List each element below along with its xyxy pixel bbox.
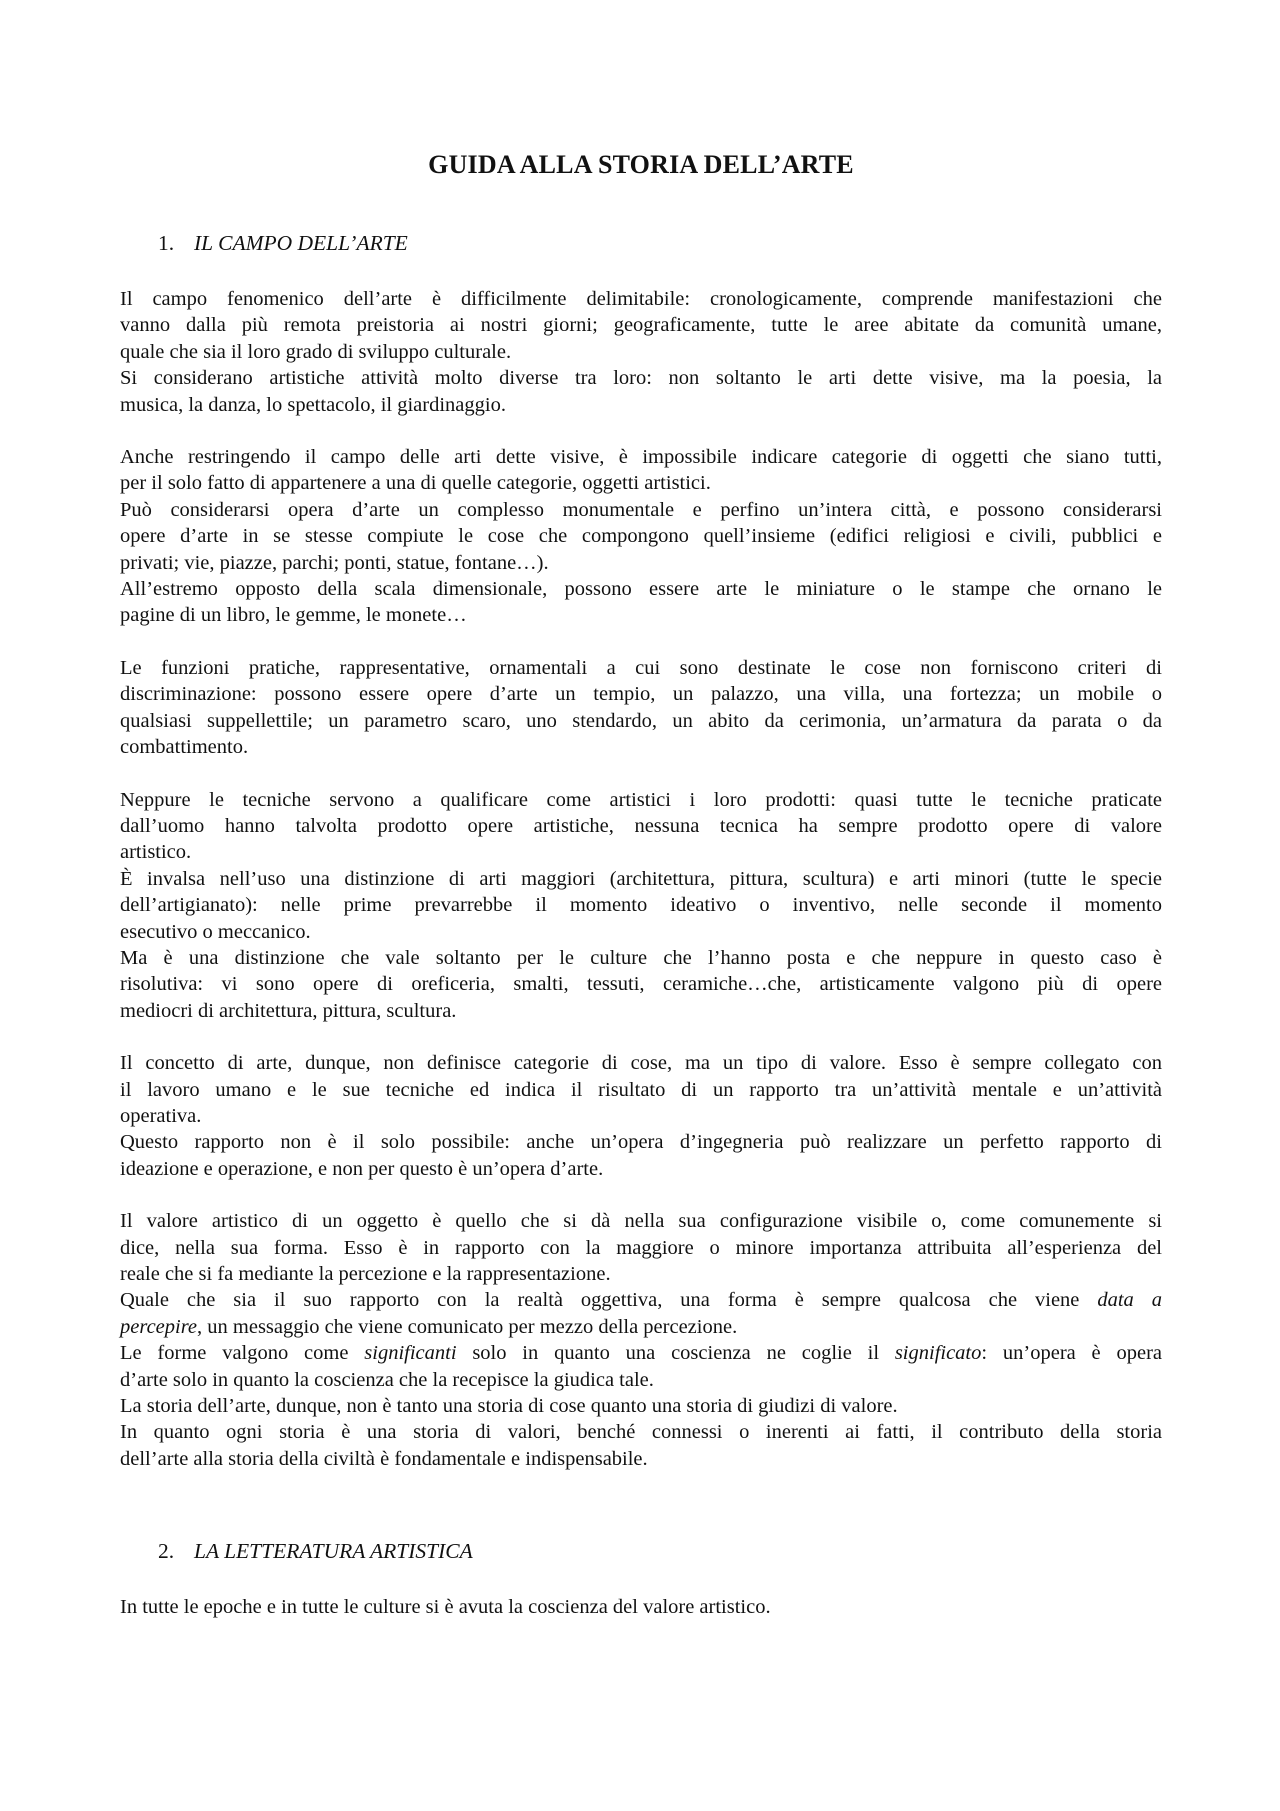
- text-line: percepire, un messaggio che viene comunicato per mezzo della percezione.: [120, 1315, 738, 1338]
- text-line: Le forme valgono come significanti solo in quanto una coscienza ne coglie il significato: un’opera è opera: [120, 1342, 1162, 1365]
- text-line: pagine di un libro, le gemme, le monete…: [120, 604, 467, 627]
- text-line: Quale che sia il suo rapporto con la realtà oggettiva, una forma è sempre qualcosa che viene data a: [120, 1289, 1162, 1312]
- text-line: artistico.: [120, 841, 192, 864]
- text-line: privati; vie, piazze, parchi; ponti, statue, fontane…).: [120, 551, 549, 574]
- section-heading: [158, 1538, 1162, 1564]
- text-line: dall’uomo hanno talvolta prodotto opere artistiche, nessuna tecnica ha sempre prodotto opere di valore: [120, 814, 1162, 837]
- section-heading-text: LA LETTERATURA ARTISTICA: [194, 1539, 473, 1564]
- section-spacer: [120, 1498, 1162, 1538]
- text-line: dell’artigianato): nelle prime prevarrebbe il momento ideativo o inventivo, nelle seconde il momento: [120, 894, 1162, 917]
- paragraph: [120, 1594, 1162, 1620]
- text-line: ideazione e operazione, e non per questo è un’opera d’arte.: [120, 1157, 604, 1180]
- text-line: Anche restringendo il campo delle arti dette visive, è impossibile indicare categorie di oggetti che siano tutti,: [120, 446, 1162, 469]
- text-line: Il concetto di arte, dunque, non definisce categorie di cose, ma un tipo di valore. Esso è sempre collegato con: [120, 1052, 1162, 1075]
- paragraph: [120, 787, 1162, 1025]
- text-line: La storia dell’arte, dunque, non è tanto una storia di cose quanto una storia di giudizi di valore.: [120, 1395, 898, 1418]
- paragraph: [120, 655, 1162, 761]
- text-line: Ma è una distinzione che vale soltanto per le culture che l’hanno posta e che neppure in questo caso è: [120, 946, 1162, 969]
- document-page: [120, 150, 1162, 1647]
- paragraph: [120, 1208, 1162, 1472]
- text-line: reale che si fa mediante la percezione e la rappresentazione.: [120, 1263, 611, 1285]
- text-line: esecutivo o meccanico.: [120, 920, 311, 943]
- text-line: dell’arte alla storia della civiltà è fondamentale e indispensabile.: [120, 1447, 648, 1470]
- text-line: Le funzioni pratiche, rappresentative, ornamentali a cui sono destinate le cose non forniscono criteri di: [120, 656, 1162, 679]
- text-line: musica, la danza, lo spettacolo, il giardinaggio.: [120, 393, 506, 416]
- text-line: risolutiva: vi sono opere di oreficeria, smalti, tessuti, ceramiche…che, artisticamente valgono più di opere: [120, 973, 1162, 996]
- text-line: il lavoro umano e le sue tecniche ed indica il risultato di un rapporto tra un’attività mentale e un’attività: [120, 1078, 1162, 1101]
- text-line: dice, nella sua forma. Esso è in rapporto con la maggiore o minore importanza attribuita all’esperienza del: [120, 1236, 1162, 1259]
- text-line: opere d’arte in se stesse compiute le cose che compongono quell’insieme (edifici religiosi e civili, pubblici e: [120, 525, 1162, 548]
- text-line: Il valore artistico di un oggetto è quello che si dà nella sua configurazione visibile o, come comunemente si: [120, 1210, 1162, 1233]
- section-number: 1.: [158, 231, 175, 255]
- text-line: Questo rapporto non è il solo possibile: anche un’opera d’ingegneria può realizzare un perfetto rapporto di: [120, 1131, 1162, 1154]
- document-title: GUIDA ALLA STORIA DELL’ARTE: [428, 150, 854, 179]
- text-line: All’estremo opposto della scala dimensionale, possono essere arte le miniature o le stampe che ornano le: [120, 578, 1162, 601]
- section-heading-text: IL CAMPO DELL’ARTE: [194, 231, 408, 255]
- document-body: [120, 230, 1162, 1621]
- text-line: Si considerano artistiche attività molto diverse tra loro: non soltanto le arti dette visive, ma la poesia, la: [120, 367, 1162, 390]
- text-line: Può considerarsi opera d’arte un complesso monumentale e perfino un’intera città, e possono considerarsi: [120, 498, 1162, 521]
- section-number: 2.: [158, 1539, 175, 1564]
- text-line: Neppure le tecniche servono a qualificare come artistici i loro prodotti: quasi tutte le tecniche praticate: [120, 788, 1162, 811]
- paragraph: [120, 1050, 1162, 1182]
- text-line: discriminazione: possono essere opere d’arte un tempio, un palazzo, una villa, una fortezza; un mobile o: [120, 683, 1162, 706]
- text-line: In tutte le epoche e in tutte le culture si è avuta la coscienza del valore artistico.: [120, 1596, 771, 1619]
- text-line: mediocri di architettura, pittura, scultura.: [120, 999, 457, 1022]
- text-line: per il solo fatto di appartenere a una di quelle categorie, oggetti artistici.: [120, 472, 711, 495]
- text-line: È invalsa nell’uso una distinzione di arti maggiori (architettura, pittura, scultura) e arti minori (tutte le specie: [120, 867, 1162, 890]
- section-heading: [158, 230, 1162, 256]
- text-line: Il campo fenomenico dell’arte è difficilmente delimitabile: cronologicamente, comprende manifestazioni che: [120, 288, 1162, 310]
- text-line: quale che sia il loro grado di sviluppo culturale.: [120, 340, 512, 363]
- text-line: d’arte solo in quanto la coscienza che la recepisce la giudica tale.: [120, 1368, 654, 1391]
- text-line: operativa.: [120, 1104, 202, 1127]
- text-line: combattimento.: [120, 736, 249, 759]
- paragraph: [120, 444, 1162, 629]
- text-line: vanno dalla più remota preistoria ai nostri giorni; geograficamente, tutte le aree abitate da comunità umane,: [120, 314, 1162, 337]
- paragraph: [120, 286, 1162, 418]
- text-line: qualsiasi suppellettile; un parametro scaro, uno stendardo, un abito da cerimonia, un’armatura da parata o da: [120, 709, 1162, 732]
- text-line: In quanto ogni storia è una storia di valori, benché connessi o inerenti ai fatti, il contributo della storia: [120, 1421, 1162, 1444]
